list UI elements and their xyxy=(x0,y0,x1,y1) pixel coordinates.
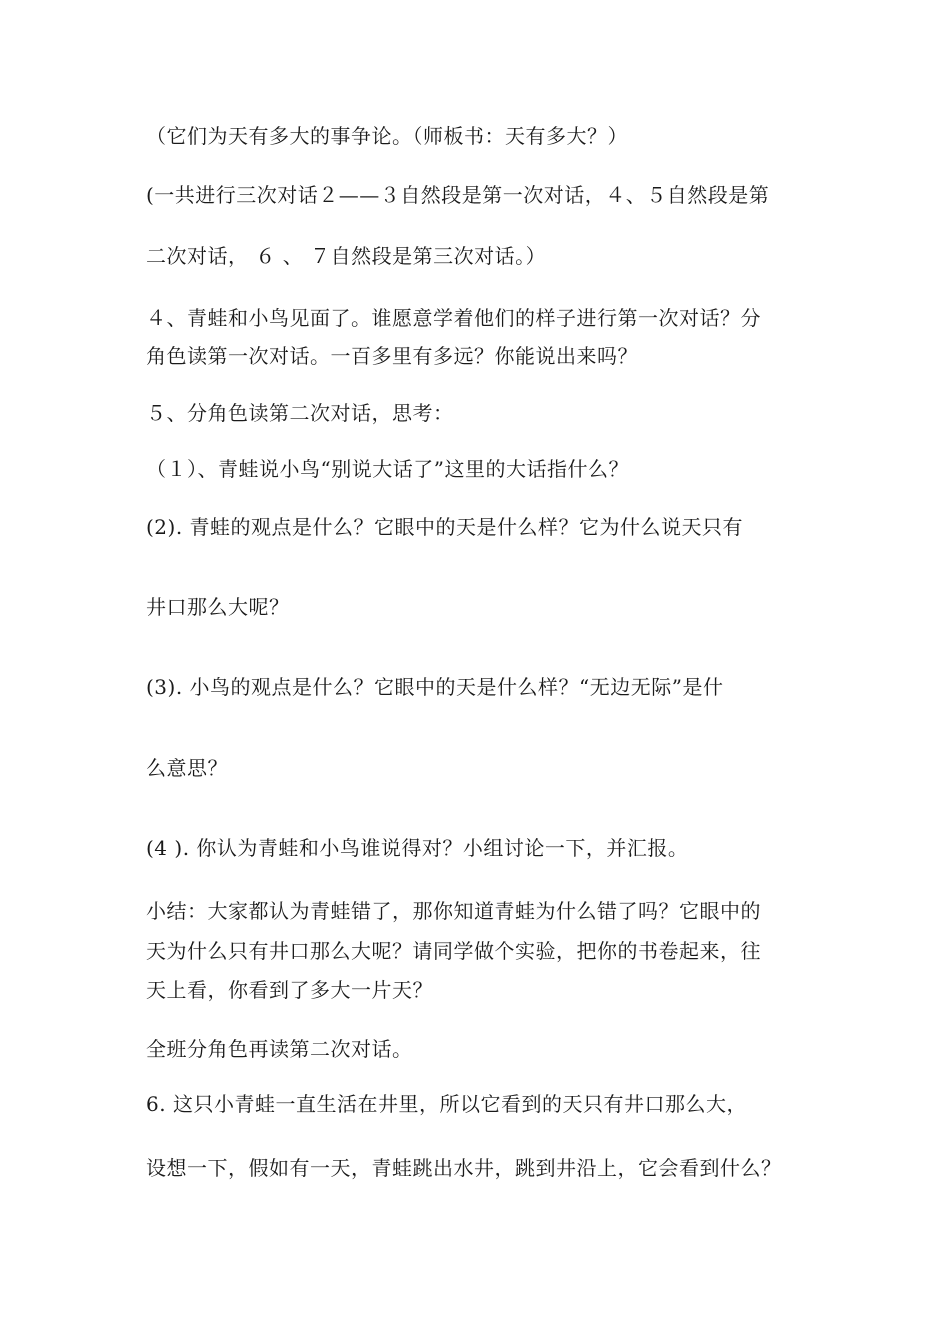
text-line: 么意思？ xyxy=(146,756,228,780)
text-line: ４、青蛙和小鸟见面了。谁愿意学着他们的样子进行第一次对话？分 xyxy=(146,306,761,330)
text-line: 设想一下，假如有一天，青蛙跳出水井，跳到井沿上，它会看到什么？ xyxy=(146,1156,782,1180)
text-line: 小结：大家都认为青蛙错了，那你知道青蛙为什么错了吗？它眼中的 xyxy=(146,899,761,923)
text-line: 井口那么大呢？ xyxy=(146,595,290,619)
text-line: （它们为天有多大的事争论。（师板书：天有多大？） xyxy=(146,124,628,148)
text-line: 6. 这只小青蛙一直生活在井里，所以它看到的天只有井口那么大， xyxy=(146,1092,747,1116)
text-line: 天上看，你看到了多大一片天？ xyxy=(146,978,433,1002)
text-line: 天为什么只有井口那么大呢？请同学做个实验，把你的书卷起来，往 xyxy=(146,939,761,963)
text-line: (4 ). 你认为青蛙和小鸟谁说得对？小组讨论一下，并汇报。 xyxy=(146,836,689,860)
text-line: 角色读第一次对话。一百多里有多远？你能说出来吗？ xyxy=(146,344,638,368)
text-line: （１）、青蛙说小鸟“别说大话了”这里的大话指什么？ xyxy=(146,457,629,481)
text-line: 二次对话， ６ 、 ７自然段是第三次对话。） xyxy=(146,244,547,268)
text-line: (3). 小鸟的观点是什么？它眼中的天是什么样？“无边无际”是什 xyxy=(146,675,724,699)
text-line: (2). 青蛙的观点是什么？它眼中的天是什么样？它为什么说天只有 xyxy=(146,515,744,539)
text-line: 全班分角色再读第二次对话。 xyxy=(146,1037,413,1061)
text-line: ５、分角色读第二次对话，思考： xyxy=(146,401,454,425)
text-line: (一共进行三次对话２——３自然段是第一次对话，４、５自然段是第 xyxy=(146,183,770,207)
